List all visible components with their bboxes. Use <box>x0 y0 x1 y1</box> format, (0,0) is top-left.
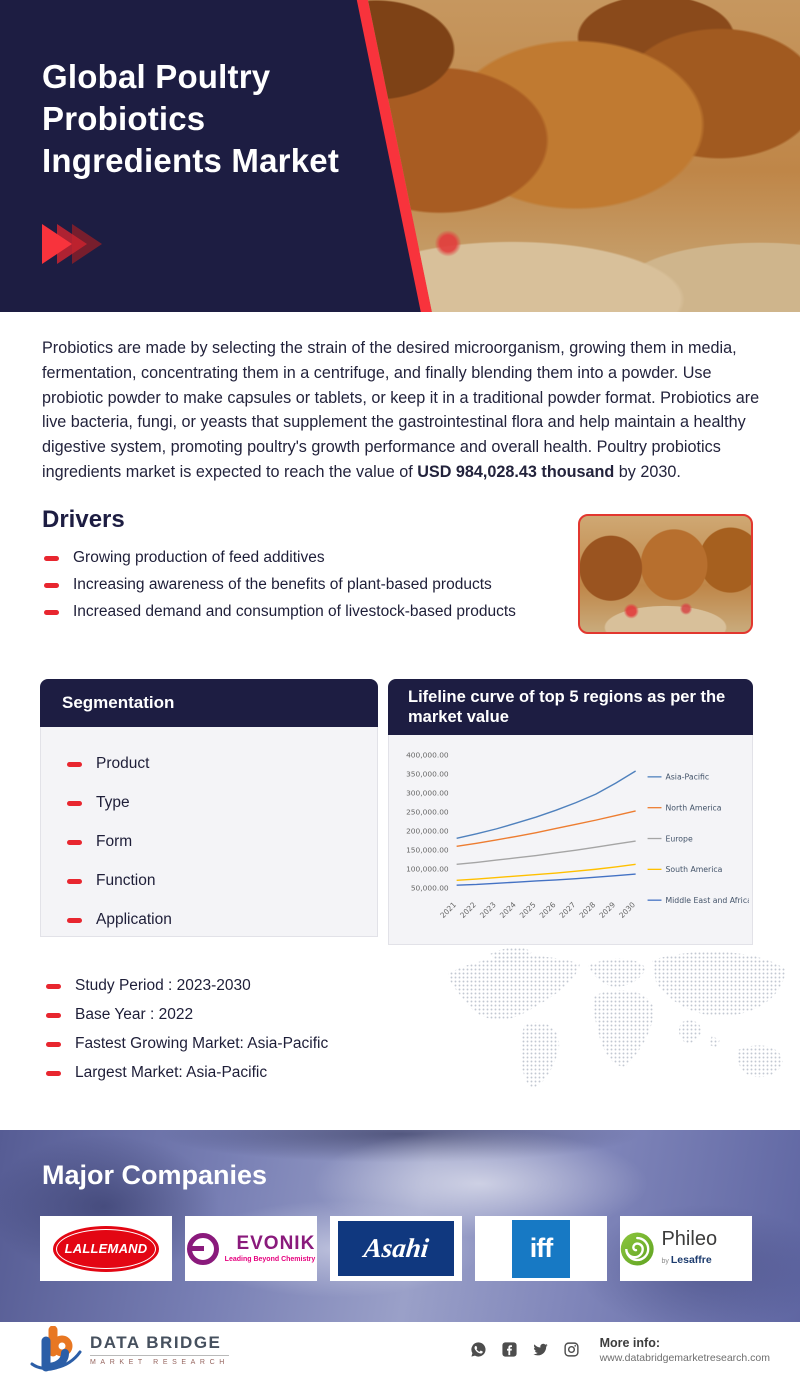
list-item: Function <box>67 872 377 890</box>
market-value-highlight: USD 984,028.43 thousand <box>417 462 615 481</box>
segmentation-panel <box>40 679 378 937</box>
list-item: Increased demand and consumption of livestock-based products <box>44 603 516 621</box>
segmentation-body <box>40 727 378 937</box>
list-item: Form <box>67 833 377 851</box>
svg-text:2022: 2022 <box>458 900 478 920</box>
dash-bullet-icon <box>46 1042 61 1047</box>
svg-text:2023: 2023 <box>478 900 498 920</box>
svg-text:100,000.00: 100,000.00 <box>406 864 449 874</box>
svg-text:2027: 2027 <box>557 900 578 920</box>
twitter-icon[interactable] <box>532 1341 549 1358</box>
intro-paragraph <box>42 336 764 485</box>
footer <box>0 1322 800 1377</box>
drivers-heading: Drivers <box>42 506 125 533</box>
major-companies-heading: Major Companies <box>42 1160 268 1190</box>
svg-text:400,000.00: 400,000.00 <box>406 750 449 760</box>
svg-text:150,000.00: 150,000.00 <box>406 845 449 855</box>
line-chart <box>389 735 752 949</box>
svg-text:Middle East and Africa: Middle East and Africa <box>665 895 749 905</box>
hero-banner <box>0 0 800 312</box>
logo-card-iff <box>475 1216 607 1281</box>
chart-title: Lifeline curve of top 5 regions as per the market value <box>388 679 753 735</box>
world-map <box>430 940 800 1105</box>
svg-text:2024: 2024 <box>497 900 518 920</box>
intro-text: Probiotics are made by selecting the strain of the desired microorganism, growing them in media, fermentation, concentrating them in a centrifuge, and finally blending them into a powder. Use probiotic powder to make capsules or tablets, or keep it in a traditional powder format. Probiotics are live bacteria, fungi, or yeasts that supplement the gastrointestinal flora and help maintain a healthy digestive system, promoting poultry's growth performance and overall health. Poultry probiotics ingredients market is expected to reach the value of <box>42 339 760 481</box>
dash-bullet-icon <box>67 801 82 806</box>
svg-text:200,000.00: 200,000.00 <box>406 826 449 836</box>
svg-text:North America: North America <box>665 803 722 813</box>
data-bridge-mark-icon <box>30 1326 82 1374</box>
svg-text:2021: 2021 <box>438 900 459 920</box>
svg-text:2026: 2026 <box>537 900 558 920</box>
dash-bullet-icon <box>44 610 59 615</box>
dash-bullet-icon <box>44 556 59 561</box>
svg-text:2029: 2029 <box>597 900 618 920</box>
svg-text:Asia-Pacific: Asia-Pacific <box>665 772 710 782</box>
logo-card-phileo <box>620 1216 752 1281</box>
page-title: Global Poultry Probiotics Ingredients Market <box>42 58 340 180</box>
list-item: Product <box>67 755 377 773</box>
evonik-logo: EVONIK Leading Beyond Chemistry <box>187 1233 316 1265</box>
dash-bullet-icon <box>67 762 82 767</box>
list-item: Growing production of feed additives <box>44 549 516 567</box>
svg-text:250,000.00: 250,000.00 <box>406 807 449 817</box>
market-chart-panel <box>388 679 753 937</box>
list-item: Base Year : 2022 <box>46 1006 328 1024</box>
lallemand-logo: LALLEMAND <box>53 1226 159 1272</box>
list-item: Largest Market: Asia-Pacific <box>46 1064 328 1082</box>
dash-bullet-icon <box>67 840 82 845</box>
segmentation-header: Segmentation <box>40 679 378 727</box>
drivers-list <box>44 549 516 630</box>
triple-arrow-icon <box>42 224 132 264</box>
segmentation-list <box>41 727 377 929</box>
logo-card-evonik <box>185 1216 317 1281</box>
facebook-icon[interactable] <box>501 1341 518 1358</box>
company-logo-row <box>40 1216 752 1281</box>
svg-text:South America: South America <box>665 865 723 875</box>
website-link[interactable]: www.databridgemarketresearch.com <box>599 1351 770 1364</box>
brand-subtitle: MARKET RESEARCH <box>90 1359 229 1366</box>
poultry-thumbnail-photo <box>578 514 753 634</box>
list-item: Application <box>67 911 377 929</box>
major-companies-section <box>0 1130 800 1322</box>
svg-text:350,000.00: 350,000.00 <box>406 769 449 779</box>
logo-card-lallemand <box>40 1216 172 1281</box>
asahi-logo: Asahi <box>338 1221 454 1276</box>
svg-text:300,000.00: 300,000.00 <box>406 788 449 798</box>
svg-text:2028: 2028 <box>577 900 598 920</box>
svg-text:Europe: Europe <box>665 834 693 844</box>
social-icons <box>470 1341 580 1358</box>
svg-text:2025: 2025 <box>517 900 538 920</box>
phileo-swirl-icon <box>620 1228 654 1270</box>
iff-logo: iff <box>512 1220 570 1278</box>
phileo-logo: Phileo by Lesaffre <box>620 1228 752 1270</box>
brand-name: DATA BRIDGE <box>90 1333 229 1356</box>
list-item: Type <box>67 794 377 812</box>
instagram-icon[interactable] <box>563 1341 580 1358</box>
dash-bullet-icon <box>67 918 82 923</box>
more-info-label: More info: <box>599 1335 661 1350</box>
intro-text-tail: by 2030. <box>614 462 681 481</box>
dash-bullet-icon <box>67 879 82 884</box>
dash-bullet-icon <box>46 984 61 989</box>
evonik-e-icon <box>187 1233 219 1265</box>
list-item: Study Period : 2023-2030 <box>46 977 328 995</box>
chart-body <box>388 735 753 945</box>
whatsapp-icon[interactable] <box>470 1341 487 1358</box>
dash-bullet-icon <box>44 583 59 588</box>
logo-card-asahi <box>330 1216 462 1281</box>
svg-text:50,000.00: 50,000.00 <box>410 883 449 893</box>
dash-bullet-icon <box>46 1013 61 1018</box>
more-info-block <box>600 1336 770 1364</box>
dash-bullet-icon <box>46 1071 61 1076</box>
key-facts-list <box>46 977 328 1093</box>
list-item: Fastest Growing Market: Asia-Pacific <box>46 1035 328 1053</box>
svg-text:2030: 2030 <box>617 900 638 920</box>
data-bridge-logo <box>30 1326 229 1374</box>
list-item: Increasing awareness of the benefits of plant-based products <box>44 576 516 594</box>
